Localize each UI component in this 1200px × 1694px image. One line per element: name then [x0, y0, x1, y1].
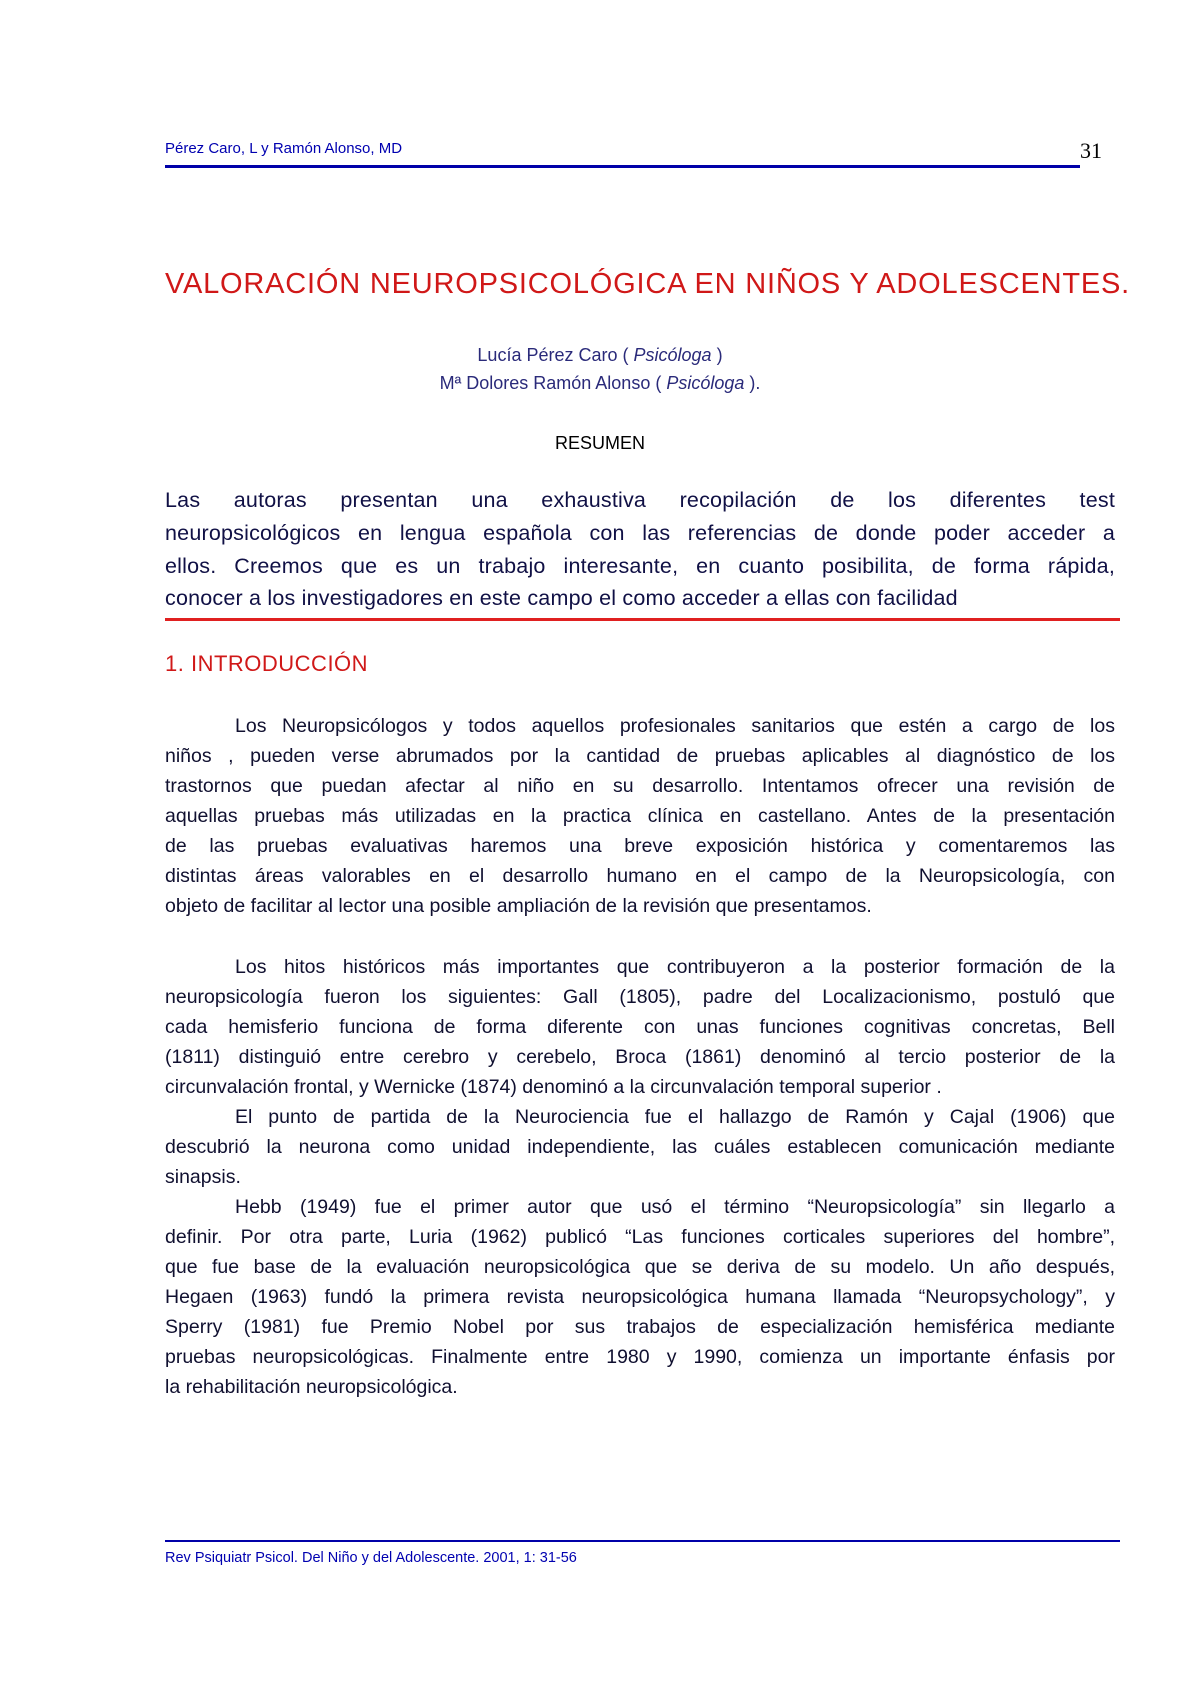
paragraph-line: descubrió la neurona como unidad independiente, las cuáles establecen comunicación mediante [165, 1136, 1115, 1158]
author-close: ) [716, 345, 723, 365]
paragraph-line: Hegaen (1963) fundó la primera revista neuropsicológica humana llamada “Neuropsychology”, y [165, 1286, 1115, 1308]
abstract-heading: RESUMEN [554, 433, 645, 453]
paragraph-line: niños , pueden verse abrumados por la cantidad de pruebas aplicables al diagnóstico de los [165, 745, 1115, 767]
paragraph-line: sinapsis. [165, 1166, 241, 1188]
footer-citation: Rev Psiquiatr Psicol. Del Niño y del Adolescente. 2001, 1: 31-56 [165, 1550, 577, 1566]
paragraph-line: cada hemisferio funciona de forma diferente con unas funciones cognitivas concretas, Bell [165, 1016, 1115, 1038]
paragraph-line: objeto de facilitar al lector una posible ampliación de la revisión que presentamos. [165, 895, 872, 917]
paragraph-line: Los Neuropsicólogos y todos aquellos profesionales sanitarios que estén a cargo de los [235, 715, 1115, 737]
header-divider [165, 165, 1080, 168]
paragraph-line: El punto de partida de la Neurociencia fue el hallazgo de Ramón y Cajal (1906) que [235, 1106, 1115, 1128]
paragraph-line: Sperry (1981) fue Premio Nobel por sus trabajos de especialización hemisférica mediante [165, 1316, 1115, 1338]
paragraph-line: aquellas pruebas más utilizadas en la practica clínica en castellano. Antes de la presentación [165, 805, 1115, 827]
paragraph-line: Hebb (1949) fue el primer autor que usó el término “Neuropsicología” sin llegarlo a [235, 1196, 1115, 1218]
author-role: Psicóloga [666, 373, 745, 393]
paragraph-line: definir. Por otra parte, Luria (1962) publicó “Las funciones corticales superiores del hombre”, [165, 1226, 1115, 1248]
paragraph-line: la rehabilitación neuropsicológica. [165, 1376, 458, 1398]
abstract-line: ellos. Creemos que es un trabajo interesante, en cuanto posibilita, de forma rápida, [165, 554, 1115, 578]
paragraph-line: pruebas neuropsicológicas. Finalmente entre 1980 y 1990, comienza un importante énfasis por [165, 1346, 1115, 1368]
running-head: Pérez Caro, L y Ramón Alonso, MD [165, 140, 403, 157]
author-close: ). [749, 373, 761, 393]
author-line [0, 373, 1200, 394]
article-title: VALORACIÓN NEUROPSICOLÓGICA EN NIÑOS Y ADOLESCENTES. [165, 268, 1131, 300]
author-role: Psicóloga [633, 345, 712, 365]
abstract-line: neuropsicológicos en lengua española con las referencias de donde poder acceder a [165, 521, 1115, 545]
abstract-line: Las autoras presentan una exhaustiva recopilación de los diferentes test [165, 488, 1115, 512]
paragraph-line: trastornos que puedan afectar al niño en su desarrollo. Intentamos ofrecer una revisión de [165, 775, 1115, 797]
section-heading: 1. INTRODUCCIÓN [165, 651, 369, 676]
paragraph-line: de las pruebas evaluativas haremos una breve exposición histórica y comentaremos las [165, 835, 1115, 857]
paragraph-line: circunvalación frontal, y Wernicke (1874) denominó a la circunvalación temporal superior . [165, 1076, 942, 1098]
abstract-divider [165, 618, 1120, 621]
paragraph-line: (1811) distinguió entre cerebro y cerebelo, Broca (1861) denominó al tercio posterior de la [165, 1046, 1115, 1068]
abstract-line: conocer a los investigadores en este campo el como acceder a ellas con facilidad [165, 586, 958, 610]
author-name: Mª Dolores Ramón Alonso ( [439, 373, 662, 393]
author-name: Lucía Pérez Caro ( [477, 345, 629, 365]
page-number: 31 [1080, 138, 1102, 163]
author-line [0, 345, 1200, 366]
paragraph-line: Los hitos históricos más importantes que contribuyeron a la posterior formación de la [235, 956, 1115, 978]
footer-divider [165, 1540, 1120, 1542]
paragraph-line: neuropsicología fueron los siguientes: Gall (1805), padre del Localizacionismo, postuló que [165, 986, 1115, 1008]
paragraph-line: que fue base de la evaluación neuropsicológica que se deriva de su modelo. Un año después, [165, 1256, 1115, 1278]
paragraph-line: distintas áreas valorables en el desarrollo humano en el campo de la Neuropsicología, con [165, 865, 1115, 887]
